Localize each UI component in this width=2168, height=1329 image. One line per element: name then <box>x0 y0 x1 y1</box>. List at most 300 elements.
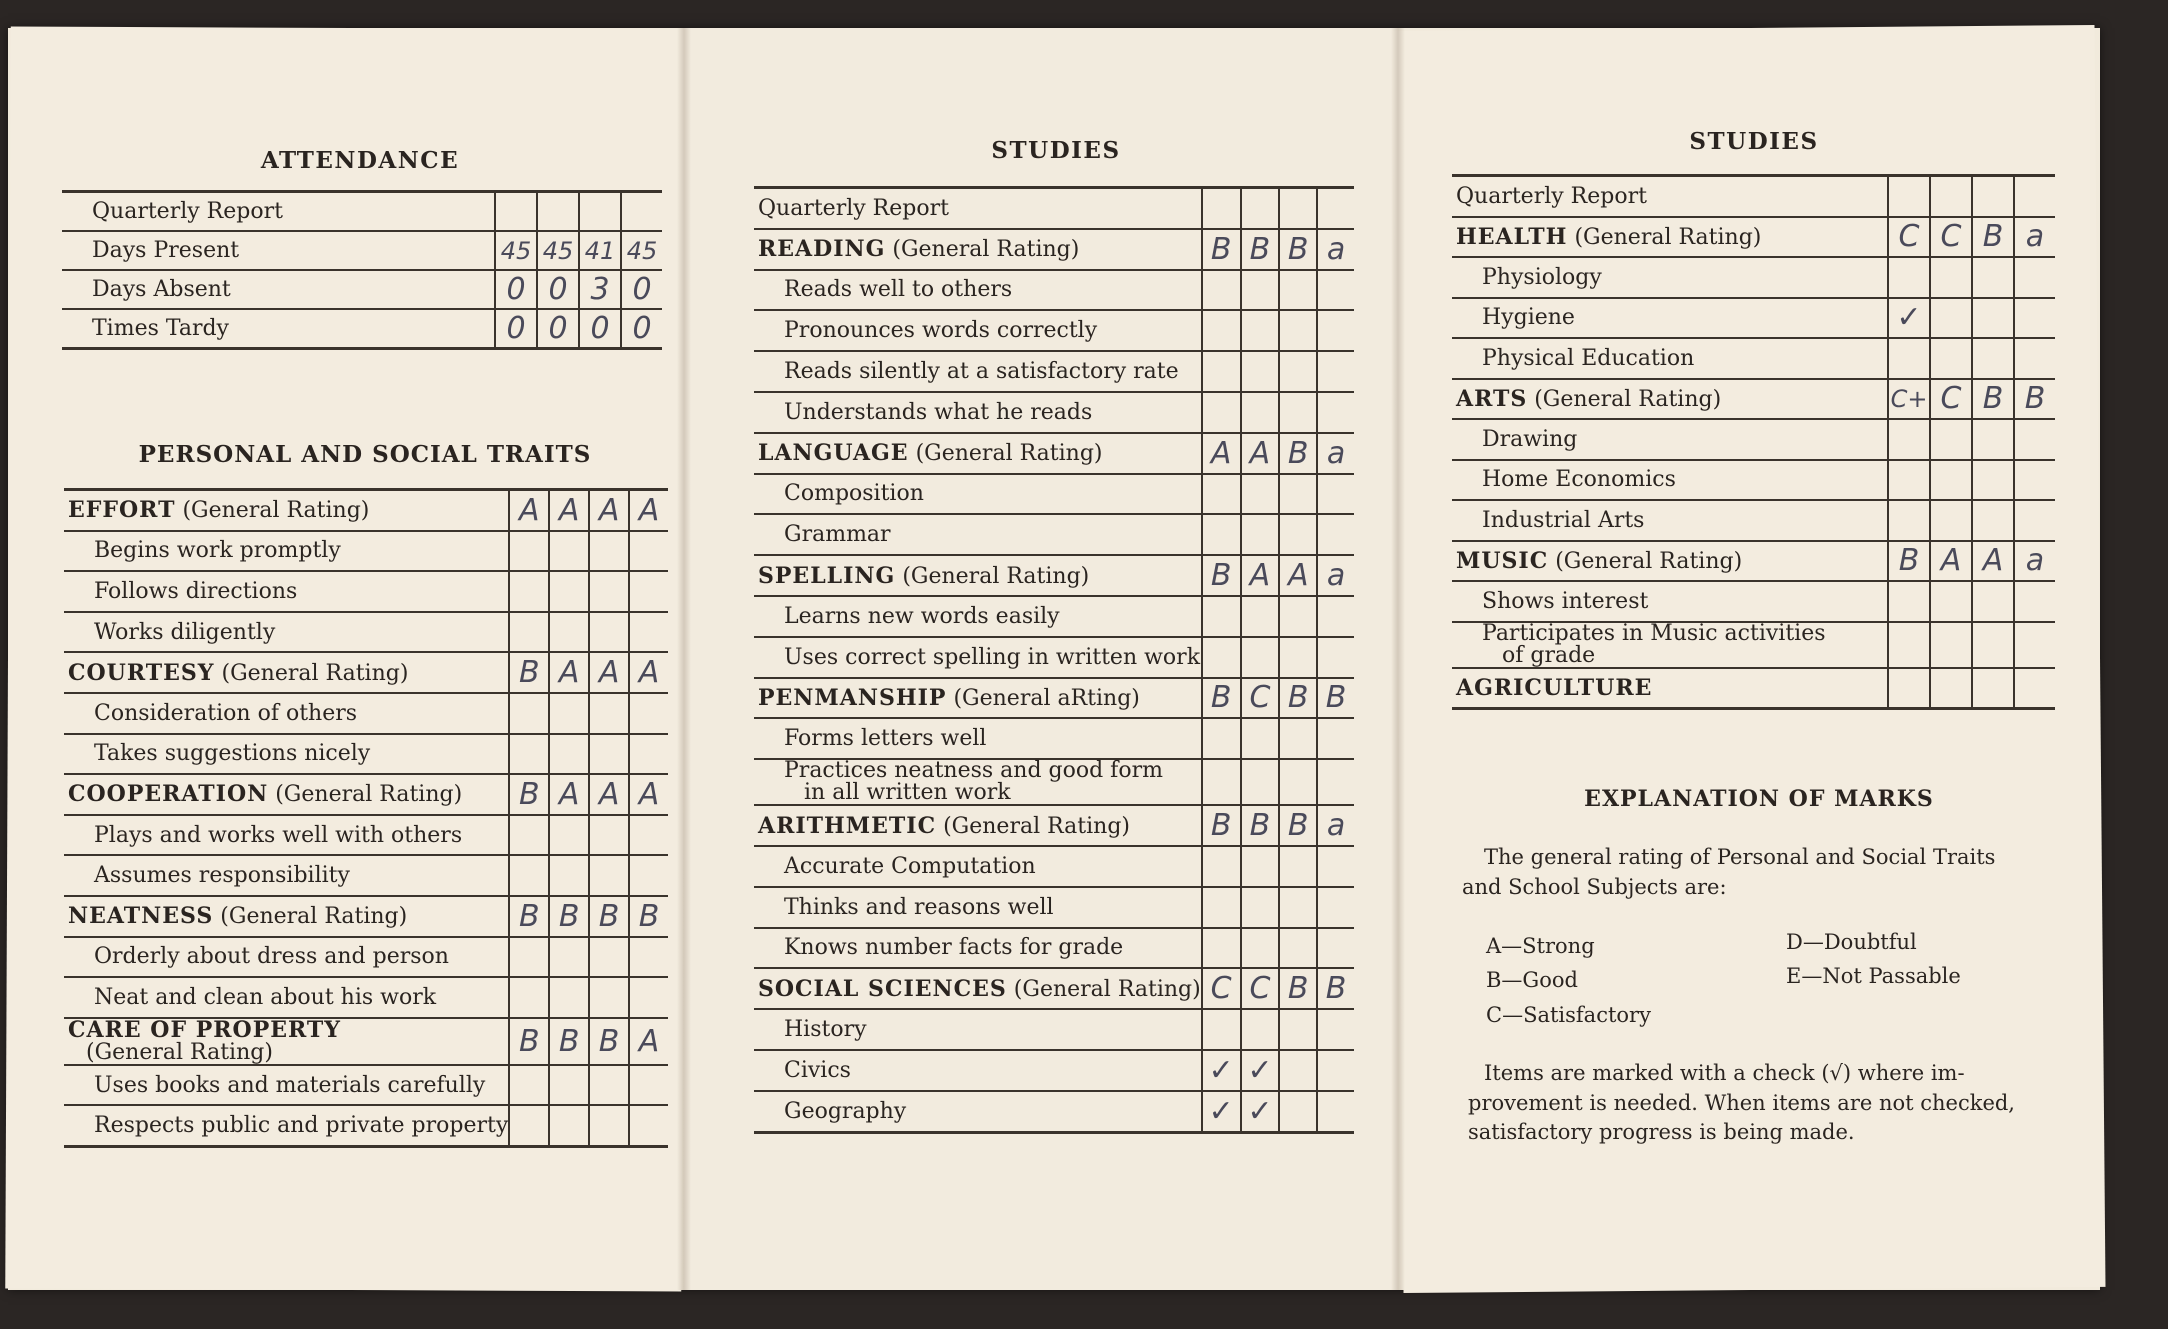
table-row <box>62 192 662 232</box>
table-row <box>64 1105 668 1146</box>
row-text: Shows interest <box>1482 588 1649 614</box>
grade-mark <box>629 855 668 896</box>
grade-mark: A <box>629 490 668 531</box>
grade-mark: C <box>1930 217 1972 258</box>
grade-mark: B <box>1888 541 1930 582</box>
row-text: Grammar <box>784 522 891 548</box>
row-label <box>754 759 1202 805</box>
row-text: Practices neatness and good form <box>784 758 1163 784</box>
table-row <box>64 937 668 978</box>
grade-mark <box>629 1065 668 1106</box>
grade-mark: B <box>589 896 629 937</box>
grade-mark <box>509 734 549 775</box>
row-label <box>754 229 1202 270</box>
table-row <box>754 392 1354 433</box>
grade-mark <box>629 815 668 856</box>
grade-mark: A <box>629 774 668 815</box>
grade-mark: B <box>1241 805 1280 846</box>
grade-mark <box>549 531 589 572</box>
grade-mark: C <box>1241 968 1280 1009</box>
grade-mark <box>1279 392 1317 433</box>
grade-mark: 45 <box>621 231 662 270</box>
traits-heading: PERSONAL AND SOCIAL TRAITS <box>138 441 592 468</box>
grade-mark <box>1202 392 1241 433</box>
grade-mark <box>1241 514 1280 555</box>
row-text: Thinks and reasons well <box>784 894 1054 920</box>
category-name: EFFORT <box>68 497 176 524</box>
studies-heading-middle: STUDIES <box>991 137 1121 164</box>
grade-mark <box>1317 596 1354 637</box>
grade-mark: 0 <box>537 270 579 309</box>
grade-mark <box>549 734 589 775</box>
row-label <box>62 192 495 232</box>
grade-mark <box>549 693 589 734</box>
table-row <box>64 531 668 572</box>
row-text: Civics <box>784 1057 851 1083</box>
grade-mark <box>549 571 589 612</box>
grade-mark <box>1279 310 1317 351</box>
grade-mark <box>1279 1091 1317 1132</box>
grade-mark: A <box>629 652 668 693</box>
row-label <box>1452 500 1888 541</box>
grade-mark <box>1317 887 1354 928</box>
row-label <box>754 474 1202 515</box>
grade-mark <box>1317 514 1354 555</box>
category-rating-label: (General Rating) <box>908 441 1103 467</box>
grade-mark <box>629 612 668 653</box>
table-row <box>754 270 1354 311</box>
grade-mark <box>1930 419 1972 460</box>
table-row <box>62 309 662 349</box>
row-text: Geography <box>784 1098 907 1124</box>
grade-mark <box>509 531 549 572</box>
grade-mark: B <box>1317 678 1354 719</box>
key-c: C—Satisfactory <box>1486 1003 1651 1027</box>
category-rating-label: (General Rating) <box>1006 976 1201 1002</box>
grade-mark: B <box>1202 805 1241 846</box>
row-label <box>62 231 495 270</box>
grade-mark: B <box>1202 555 1241 596</box>
table-row <box>64 855 668 896</box>
key-b: B—Good <box>1486 968 1578 992</box>
grade-mark <box>1202 718 1241 759</box>
table-row <box>754 759 1354 805</box>
attendance-table <box>62 190 662 350</box>
grade-mark <box>621 192 662 232</box>
row-label <box>1452 298 1888 339</box>
grade-mark <box>1241 351 1280 392</box>
table-row <box>754 596 1354 637</box>
grade-mark <box>629 937 668 978</box>
grade-mark: a <box>2014 217 2055 258</box>
row-text-continued: of grade <box>1502 642 1596 668</box>
table-row <box>1452 622 2055 668</box>
grade-mark: C+ <box>1888 379 1930 420</box>
grade-mark <box>1202 1009 1241 1050</box>
grade-mark <box>1317 637 1354 678</box>
table-row <box>754 718 1354 759</box>
row-text: Plays and works well with others <box>94 822 463 848</box>
row-label <box>64 571 509 612</box>
row-label <box>754 887 1202 928</box>
grade-mark <box>1972 500 2014 541</box>
row-label <box>754 637 1202 678</box>
row-label <box>1452 668 1888 709</box>
grade-mark: 0 <box>579 309 621 349</box>
row-text: Days Present <box>92 238 240 263</box>
grade-mark: A <box>589 652 629 693</box>
grade-mark <box>629 531 668 572</box>
grade-mark: B <box>1972 379 2014 420</box>
grade-mark <box>1241 718 1280 759</box>
grade-mark <box>509 1105 549 1146</box>
attendance-heading: ATTENDANCE <box>260 147 460 174</box>
grade-mark <box>509 815 549 856</box>
grade-mark <box>629 1105 668 1146</box>
row-label <box>64 896 509 937</box>
grade-mark <box>549 977 589 1018</box>
explanation-note-1: Items are marked with a check (√) where im- <box>1484 1061 1965 1085</box>
grade-mark: A <box>1241 555 1280 596</box>
grade-mark: ✓ <box>1888 298 1930 339</box>
grade-mark <box>1241 1009 1280 1050</box>
grade-mark: B <box>589 1018 629 1065</box>
table-row <box>754 188 1354 229</box>
row-label <box>754 928 1202 969</box>
grade-mark <box>549 1065 589 1106</box>
grade-mark <box>589 815 629 856</box>
grade-mark <box>1888 176 1930 217</box>
table-row <box>1452 581 2055 622</box>
grade-mark <box>1241 270 1280 311</box>
table-row <box>1452 419 2055 460</box>
grade-mark <box>1202 887 1241 928</box>
grade-mark <box>509 937 549 978</box>
table-row <box>1452 541 2055 582</box>
row-label <box>64 1105 509 1146</box>
row-text: Physical Education <box>1482 345 1695 371</box>
row-text: Days Absent <box>92 277 231 302</box>
grade-mark: B <box>549 896 589 937</box>
grade-mark <box>1930 668 1972 709</box>
grade-mark <box>1241 887 1280 928</box>
table-row <box>64 693 668 734</box>
table-row <box>1452 176 2055 217</box>
grade-mark: B <box>549 1018 589 1065</box>
grade-mark <box>2014 668 2055 709</box>
grade-mark <box>629 571 668 612</box>
table-row <box>1452 298 2055 339</box>
grade-mark <box>1279 759 1317 805</box>
grade-mark: a <box>1317 805 1354 846</box>
category-rating-label: (General aRting) <box>946 685 1140 711</box>
grade-mark <box>1317 928 1354 969</box>
grade-mark <box>1930 176 1972 217</box>
grade-mark: A <box>509 490 549 531</box>
table-row <box>64 815 668 856</box>
grade-mark <box>1202 759 1241 805</box>
row-label <box>754 188 1202 229</box>
row-label <box>754 596 1202 637</box>
category-rating-label: (General Rating) <box>1527 386 1722 412</box>
row-label <box>754 392 1202 433</box>
row-text: History <box>784 1017 867 1043</box>
grade-mark <box>1972 581 2014 622</box>
grade-mark: B <box>1241 229 1280 270</box>
row-label <box>64 612 509 653</box>
grade-mark <box>1241 846 1280 887</box>
row-label <box>64 977 509 1018</box>
explanation-note-2: provement is needed. When items are not checked, <box>1468 1091 2015 1115</box>
grade-mark: B <box>1279 433 1317 474</box>
grade-mark <box>1202 351 1241 392</box>
row-label <box>1452 257 1888 298</box>
grade-mark <box>1972 298 2014 339</box>
grade-mark <box>1317 188 1354 229</box>
grade-mark <box>1279 1009 1317 1050</box>
table-row <box>1452 217 2055 258</box>
grade-mark <box>589 571 629 612</box>
category-rating-label: (General Rating) <box>1567 224 1762 250</box>
row-label <box>62 309 495 349</box>
category-name: AGRICULTURE <box>1456 674 1653 701</box>
category-rating-label: (General Rating) <box>268 782 463 808</box>
grade-mark <box>589 734 629 775</box>
grade-mark: B <box>629 896 668 937</box>
grade-mark: 3 <box>579 270 621 309</box>
category-name: ARTS <box>1456 385 1528 412</box>
grade-mark <box>1317 474 1354 515</box>
table-row <box>754 887 1354 928</box>
row-text: Drawing <box>1482 426 1578 452</box>
row-label <box>64 815 509 856</box>
grade-mark <box>1202 846 1241 887</box>
grade-mark <box>1930 460 1972 501</box>
grade-mark: B <box>509 774 549 815</box>
table-row <box>1452 668 2055 709</box>
studies-table-middle <box>754 186 1354 1134</box>
grade-mark <box>1930 257 1972 298</box>
grade-mark: a <box>1317 433 1354 474</box>
table-row <box>754 351 1354 392</box>
row-label <box>1452 176 1888 217</box>
grade-mark: B <box>509 896 549 937</box>
grade-mark <box>1202 637 1241 678</box>
row-label <box>64 490 509 531</box>
category-name: SOCIAL SCIENCES <box>758 975 1007 1002</box>
grade-mark <box>1241 637 1280 678</box>
grade-mark: A <box>1972 541 2014 582</box>
grade-mark: B <box>1279 229 1317 270</box>
grade-mark <box>1972 338 2014 379</box>
category-rating-label: (General Rating) <box>213 904 408 930</box>
grade-mark: A <box>1930 541 1972 582</box>
grade-mark <box>2014 176 2055 217</box>
grade-mark <box>1317 759 1354 805</box>
table-row <box>1452 379 2055 420</box>
row-label <box>1452 379 1888 420</box>
table-row <box>64 774 668 815</box>
grade-mark <box>589 612 629 653</box>
grade-mark <box>1279 928 1317 969</box>
explanation-intro-2: and School Subjects are: <box>1462 875 1727 899</box>
table-row <box>64 612 668 653</box>
category-name: HEALTH <box>1456 223 1568 250</box>
grade-mark <box>1241 392 1280 433</box>
grade-mark <box>1317 270 1354 311</box>
row-label <box>64 652 509 693</box>
grade-mark: A <box>549 774 589 815</box>
grade-mark: C <box>1930 379 1972 420</box>
grade-mark <box>1279 596 1317 637</box>
row-label <box>754 1050 1202 1091</box>
grade-mark <box>1317 846 1354 887</box>
row-label <box>754 846 1202 887</box>
row-label <box>64 734 509 775</box>
grade-mark: 45 <box>495 231 537 270</box>
table-row <box>64 977 668 1018</box>
table-row <box>754 433 1354 474</box>
grade-mark: A <box>589 490 629 531</box>
row-text: Home Economics <box>1482 467 1676 493</box>
grade-mark <box>1317 310 1354 351</box>
grade-mark: ✓ <box>1202 1050 1241 1091</box>
row-text: Pronounces words correctly <box>784 318 1098 344</box>
row-text: Uses books and materials carefully <box>94 1072 486 1098</box>
row-text: Consideration of others <box>94 700 358 726</box>
grade-mark <box>537 192 579 232</box>
grade-mark <box>509 977 549 1018</box>
grade-mark <box>1279 270 1317 311</box>
grade-mark: B <box>1279 968 1317 1009</box>
grade-mark <box>1279 474 1317 515</box>
grade-mark <box>1888 419 1930 460</box>
category-rating-label: (General Rating) <box>895 563 1090 589</box>
table-row <box>754 310 1354 351</box>
category-rating-label: (General Rating) <box>1548 548 1743 574</box>
grade-mark <box>629 693 668 734</box>
table-row <box>754 514 1354 555</box>
grade-mark <box>2014 622 2055 668</box>
grade-mark <box>549 1105 589 1146</box>
category-name: NEATNESS <box>68 903 214 930</box>
table-row <box>64 490 668 531</box>
row-text: Follows directions <box>94 578 298 604</box>
grade-mark: B <box>509 1018 549 1065</box>
grade-mark <box>2014 419 2055 460</box>
row-text: Respects public and private property <box>94 1113 509 1139</box>
grade-mark <box>589 1065 629 1106</box>
grade-mark <box>1202 310 1241 351</box>
table-row <box>64 1065 668 1106</box>
row-text: Neat and clean about his work <box>94 984 437 1010</box>
table-row <box>62 270 662 309</box>
row-text: Forms letters well <box>784 726 987 752</box>
category-rating-label: (General Rating) <box>175 498 370 524</box>
category-name: PENMANSHIP <box>758 684 947 711</box>
grade-mark <box>1241 474 1280 515</box>
row-text: Assumes responsibility <box>94 863 350 889</box>
grade-mark <box>2014 298 2055 339</box>
grade-mark <box>2014 460 2055 501</box>
row-label <box>754 310 1202 351</box>
table-row <box>1452 500 2055 541</box>
grade-mark: B <box>509 652 549 693</box>
table-row <box>754 555 1354 596</box>
row-text: Reads silently at a satisfactory rate <box>784 359 1179 385</box>
table-row <box>754 846 1354 887</box>
grade-mark <box>1930 622 1972 668</box>
grade-mark <box>1888 500 1930 541</box>
table-row <box>64 896 668 937</box>
grade-mark: 45 <box>537 231 579 270</box>
grade-mark <box>1888 460 1930 501</box>
row-label <box>1452 338 1888 379</box>
grade-mark: 41 <box>579 231 621 270</box>
table-row <box>754 1091 1354 1132</box>
row-label <box>754 514 1202 555</box>
row-label <box>1452 541 1888 582</box>
grade-mark <box>1241 310 1280 351</box>
studies-heading-right: STUDIES <box>1689 128 1819 155</box>
table-row <box>64 734 668 775</box>
category-name: COOPERATION <box>68 781 269 808</box>
grade-mark <box>2014 500 2055 541</box>
grade-mark <box>1972 176 2014 217</box>
grade-mark <box>1279 846 1317 887</box>
grade-mark <box>589 977 629 1018</box>
grade-mark <box>629 977 668 1018</box>
grade-mark: 0 <box>621 309 662 349</box>
row-text-continued: in all written work <box>804 780 1011 806</box>
grade-mark <box>1202 514 1241 555</box>
row-label <box>754 678 1202 719</box>
grade-mark <box>1202 928 1241 969</box>
grade-mark: a <box>1317 555 1354 596</box>
grade-mark: A <box>1241 433 1280 474</box>
row-label <box>754 433 1202 474</box>
grade-mark: ✓ <box>1241 1091 1280 1132</box>
row-text: Industrial Arts <box>1482 507 1645 533</box>
grade-mark <box>1279 351 1317 392</box>
row-label <box>754 1009 1202 1050</box>
grade-mark <box>629 734 668 775</box>
grade-mark: A <box>549 652 589 693</box>
row-label <box>754 555 1202 596</box>
category-name: MUSIC <box>1456 547 1549 574</box>
grade-mark <box>2014 338 2055 379</box>
grade-mark <box>2014 581 2055 622</box>
row-label <box>754 968 1202 1009</box>
row-label <box>1452 217 1888 258</box>
grade-mark <box>2014 257 2055 298</box>
grade-mark: a <box>2014 541 2055 582</box>
table-row <box>754 968 1354 1009</box>
row-text: Quarterly Report <box>1456 183 1647 209</box>
grade-mark <box>1279 188 1317 229</box>
row-text: Times Tardy <box>92 316 229 341</box>
category-name: LANGUAGE <box>758 440 909 467</box>
grade-mark: ✓ <box>1202 1091 1241 1132</box>
table-row <box>754 805 1354 846</box>
grade-mark: B <box>1279 805 1317 846</box>
grade-mark <box>1317 351 1354 392</box>
row-label <box>64 937 509 978</box>
grade-mark <box>1972 257 2014 298</box>
grade-mark: B <box>1279 678 1317 719</box>
grade-mark <box>509 1065 549 1106</box>
grade-mark: 0 <box>495 270 537 309</box>
